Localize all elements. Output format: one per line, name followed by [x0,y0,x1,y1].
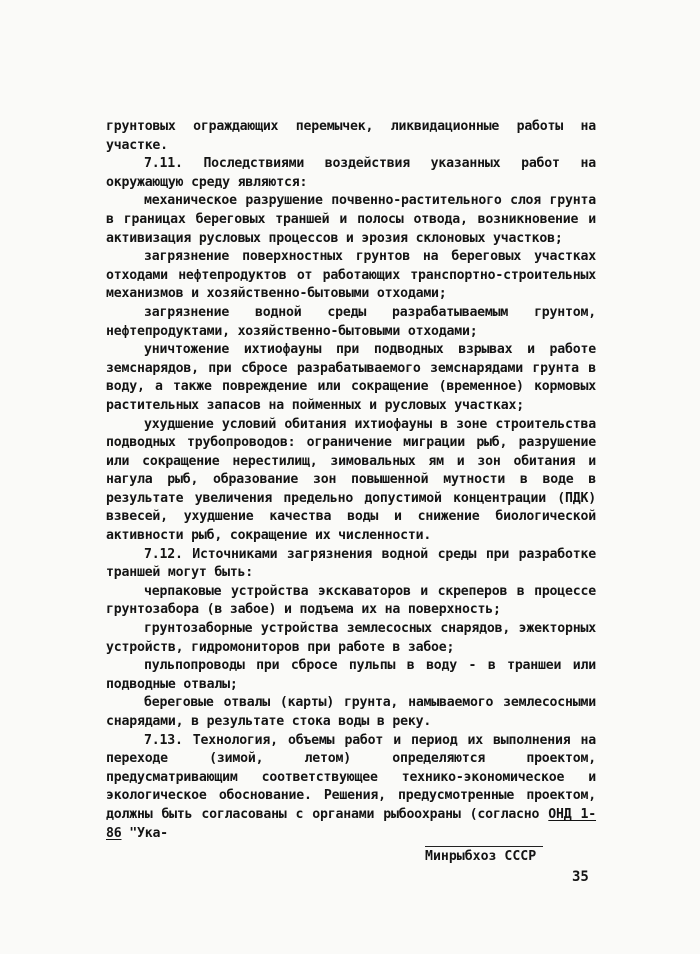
reference-underline [425,846,543,847]
paragraph-intake-devices: грунтозаборные устройства землесосных снарядов, эжекторных устройств, гидромониторов при работе в забое; [106,621,596,655]
paragraph-7-13-text: 7.13. Технология, объемы работ и период их выполнения на переходе (зимой, летом) определяются проектом, предусматривающим соответствующее технико-экономическое и экологическое обоснование. Решения, предусмотренные проектом, должны быть согласованы с органами рыбоохраны (согласно [106,732,596,822]
reference-ond: ОНД 1-86 [106,806,597,841]
paragraph-soil-pollution: загрязнение поверхностных грунтов на береговых участках отходами нефтепродуктов от работающих транспортно-строительных механизмов и хозяйственно-бытовыми отходами; [106,249,596,302]
paragraph-shore-dumps: береговые отвалы (карты) грунта, намываемого землесосными снарядами, в результате стока воды в реку. [106,695,596,729]
page-number: 35 [572,869,589,885]
paragraph-fish-destruction: уничтожение ихтиофауны при подводных взрывах и работе земснарядов, при сбросе разрабатываемого земснарядами грунта в воду, а также повреждение или сокращение (временное) кормовых растительных запасов на пойменных и русловых участках; [106,342,596,413]
paragraph-pulp-pipelines: пульпопроводы при сбросе пульпы в воду - в траншеи или подводные отвалы; [106,658,596,692]
paragraph-7-13 [106,732,596,844]
paragraph-7-13-tail: "Ука- [121,825,168,841]
paragraph-7-11: 7.11. Последствиями воздействия указанных работ на окружающую среду являются: [106,156,596,190]
paragraph-habitat-deterioration: ухудшение условий обитания ихтиофауны в зоне строительства подводных трубопроводов: ограничение миграции рыб, разрушение или сокращение нерестилищ, зимовальных ям и зон обитания и нагула рыб, образование зон повышенной мутности в воде в результате увеличения предельно допустимой концентрации (ПДК) взвесей, ухудшение качества воды и снижение биологической активности рыб, сокращение их численности. [106,416,596,544]
paragraph-bucket-devices: черпаковые устройства экскаваторов и скреперов в процессе грунтозабора (в забое) и подъема их на поверхность; [106,583,596,618]
paragraph-continuation: грунтовых ограждающих перемычек, ликвидационные работы на участке. [106,119,596,153]
body-text [106,118,596,843]
paragraph-water-pollution: загрязнение водной среды разрабатываемым грунтом, нефтепродуктами, хозяйственно-бытовыми отходами; [106,304,596,339]
paragraph-mechanical-damage: механическое разрушение почвенно-растительного слоя грунта в границах береговых траншей и полосы отвода, возникновение и активизация русловых процессов и эрозия склоновых участков; [106,193,596,246]
reference-subscript: Минрыбхоз СССР [425,849,537,864]
paragraph-7-12: 7.12. Источниками загрязнения водной среды при разработке траншей могут быть: [106,546,596,581]
